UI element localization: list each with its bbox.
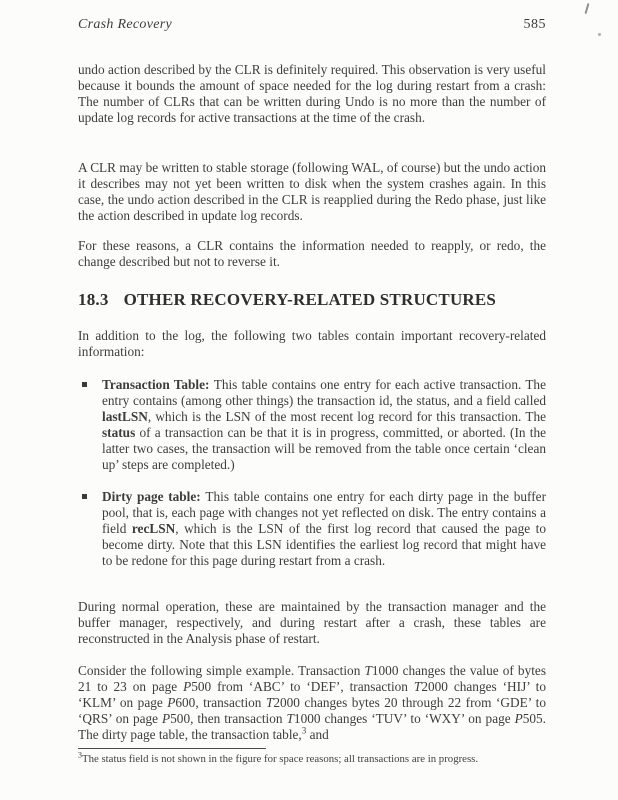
bullet-marker	[82, 382, 87, 387]
page-number: 585	[523, 17, 546, 32]
text-segment: P	[167, 695, 176, 710]
text-segment: P	[514, 711, 523, 726]
footnote-body: The status field is not shown in the figure for space reasons; all transactions are in progress.	[82, 753, 479, 765]
text-segment: Transaction Table:	[102, 377, 214, 392]
text-segment: recLSN	[131, 521, 176, 536]
text-segment: For these reasons, a CLR contains the information needed to reapply, or redo, the change described but not to reverse it.	[78, 238, 546, 269]
running-chapter-title: Crash Recovery	[78, 17, 173, 32]
text-segment: 505. The dirty page table, the transaction table,	[78, 711, 547, 742]
page-header	[78, 17, 546, 33]
text-segment: T	[286, 711, 294, 726]
text-segment: P	[162, 711, 171, 726]
paragraph	[78, 663, 546, 743]
text-segment: This table contains one entry for each active transaction. The entry contains (among other things) the transaction id, the status, and a field called	[102, 377, 546, 408]
paragraph	[78, 238, 546, 270]
text-segment: , which is the LSN of the most recent log record for this transaction. The	[147, 409, 546, 424]
text-segment: 500 from ‘ABC’ to ‘DEF’, transaction	[191, 679, 414, 694]
text-segment: P	[183, 679, 192, 694]
bullet-item	[78, 489, 546, 569]
text-segment: 600, transaction	[175, 695, 266, 710]
text-segment: undo action described by the CLR is definitely required. This observation is very useful because it bounds the amount of space needed for the log during restart from a crash: The number of CLRs that can be written during Undo is no more than the number of update log records for active transactions at the time of the crash.	[78, 62, 546, 125]
bullet-marker	[82, 494, 87, 499]
section-heading	[78, 290, 546, 310]
text-segment: 1000 changes the value of bytes 21 to 23 on page	[78, 663, 546, 694]
scan-artifact-mark	[585, 3, 589, 14]
text-segment: lastLSN	[102, 409, 148, 424]
text-segment: 500, then transaction	[170, 711, 287, 726]
section-title: OTHER RECOVERY-RELATED STRUCTURES	[123, 290, 497, 309]
text-segment: Dirty page table:	[102, 489, 206, 504]
text-segment: T	[364, 663, 372, 678]
text-segment: 2000 changes ‘HIJ’ to ‘KLM’ on page	[78, 679, 546, 710]
text-segment: 1000 changes ‘TUV’ to ‘WXY’ on page	[293, 711, 515, 726]
text-segment: Consider the following simple example. Transaction	[78, 663, 365, 678]
footnote-reference: 3	[301, 725, 307, 736]
text-segment: and	[306, 727, 329, 742]
text-segment: In addition to the log, the following two tables contain important recovery-related information:	[78, 328, 546, 359]
footnote	[78, 748, 546, 766]
scan-artifact-dot	[598, 33, 601, 36]
footnote-marker: 3	[78, 750, 82, 760]
text-segment: , which is the LSN of the first log record that caused the page to become dirty. Note that this LSN identifies the earliest log record that might have to be redone for this page during restart from a crash.	[102, 521, 546, 568]
text-segment: A CLR may be written to stable storage (following WAL, of course) but the undo action it describes may not yet been written to disk when the system crashes again. In this case, the undo action described in the CLR is reapplied during the Redo phase, just like the action described in update log records.	[78, 160, 547, 223]
footnote-text	[78, 750, 546, 766]
paragraph	[78, 328, 546, 360]
paragraph	[78, 62, 546, 126]
bullet-item	[78, 377, 546, 473]
text-segment: 2000 changes bytes 20 through 22 from ‘GDE’ to ‘QRS’ on page	[78, 695, 546, 726]
text-segment: of a transaction can be that it is in progress, committed, or aborted. (In the latter two cases, the transaction will be removed from the table once certain ‘clean up’ steps are completed.)	[102, 425, 546, 472]
section-number: 18.3	[78, 290, 109, 309]
text-segment: This table contains one entry for each dirty page in the buffer pool, that is, each page with changes not yet reflected on disk. The entry contains a field	[102, 489, 547, 536]
text-segment: status	[102, 425, 136, 440]
footnote-rule	[78, 748, 266, 749]
paragraph	[78, 160, 546, 224]
paragraph	[78, 599, 546, 647]
text-segment: During normal operation, these are maintained by the transaction manager and the buffer manager, respectively, and during restart after a crash, these tables are reconstructed in the Analysis phase of restart.	[78, 599, 546, 646]
text-segment: T	[265, 695, 274, 710]
text-segment: T	[413, 679, 422, 694]
